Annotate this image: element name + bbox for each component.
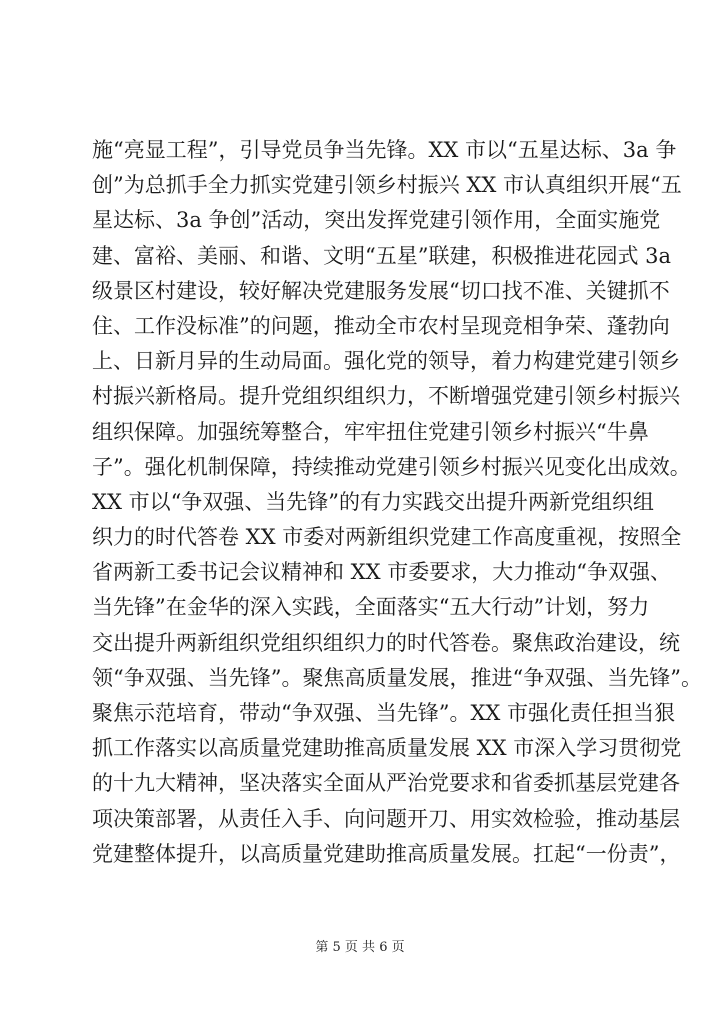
text-line: XX 市以“争双强、当先锋”的有力实践交出提升两新党组织组 <box>92 489 655 514</box>
text-line: 领“争双强、当先锋”。聚焦高质量发展，推进“争双强、当先锋”。 <box>92 665 702 690</box>
text-line: 住、工作没标准”的问题，推动全市农村呈现竞相争荣、蓬勃向 <box>92 313 670 338</box>
text-line: 建、富裕、美丽、和谐、文明“五星”联建，积极推进花园式 3a <box>92 243 672 268</box>
text-line: 级景区村建设，较好解决党建服务发展“切口找不准、关键抓不 <box>92 278 670 303</box>
text-line: 创”为总抓手全力抓实党建引领乡村振兴 XX 市认真组织开展“五 <box>92 173 682 198</box>
text-line: 子”。强化机制保障，持续推动党建引领乡村振兴见变化出成效。 <box>92 454 691 479</box>
text-line: 组织保障。加强统筹整合，牢牢扭住党建引领乡村振兴“牛鼻 <box>92 419 649 444</box>
text-line: 的十九大精神，坚决落实全面从严治党要求和省委抓基层党建各 <box>92 771 680 796</box>
text-line: 上、日新月异的生动局面。强化党的领导，着力构建党建引领乡 <box>92 349 680 374</box>
text-line: 当先锋”在金华的深入实践，全面落实“五大行动”计划，努力 <box>92 595 650 620</box>
document-body <box>92 133 702 872</box>
text-line: 星达标、3a 争创”活动，突出发挥党建引领作用，全面实施党 <box>92 208 661 233</box>
text-line: 施“亮显工程”，引导党员争当先锋。XX 市以“五星达标、3a 争 <box>92 138 677 162</box>
text-line: 织力的时代答卷 XX 市委对两新组织党建工作高度重视，按照全 <box>92 525 682 550</box>
text-line: 交出提升两新组织党组织组织力的时代答卷。聚焦政治建设，统 <box>92 630 680 655</box>
text-line: 聚焦示范培育，带动“争双强、当先锋”。XX 市强化责任担当狠 <box>92 701 676 725</box>
page-number-footer: 第 5 页 共 6 页 <box>315 940 405 955</box>
text-line: 项决策部署，从责任入手、向问题开刀、用实效检验，推动基层 <box>92 806 680 831</box>
text-line: 省两新工委书记会议精神和 XX 市委要求，大力推动“争双强、 <box>92 560 671 585</box>
text-line: 党建整体提升，以高质量党建助推高质量发展。扛起“一份责”， <box>92 841 681 866</box>
text-line: 村振兴新格局。提升党组织组织力，不断增强党建引领乡村振兴 <box>92 384 680 409</box>
text-line: 抓工作落实以高质量党建助推高质量发展 XX 市深入学习贯彻党 <box>92 736 682 761</box>
